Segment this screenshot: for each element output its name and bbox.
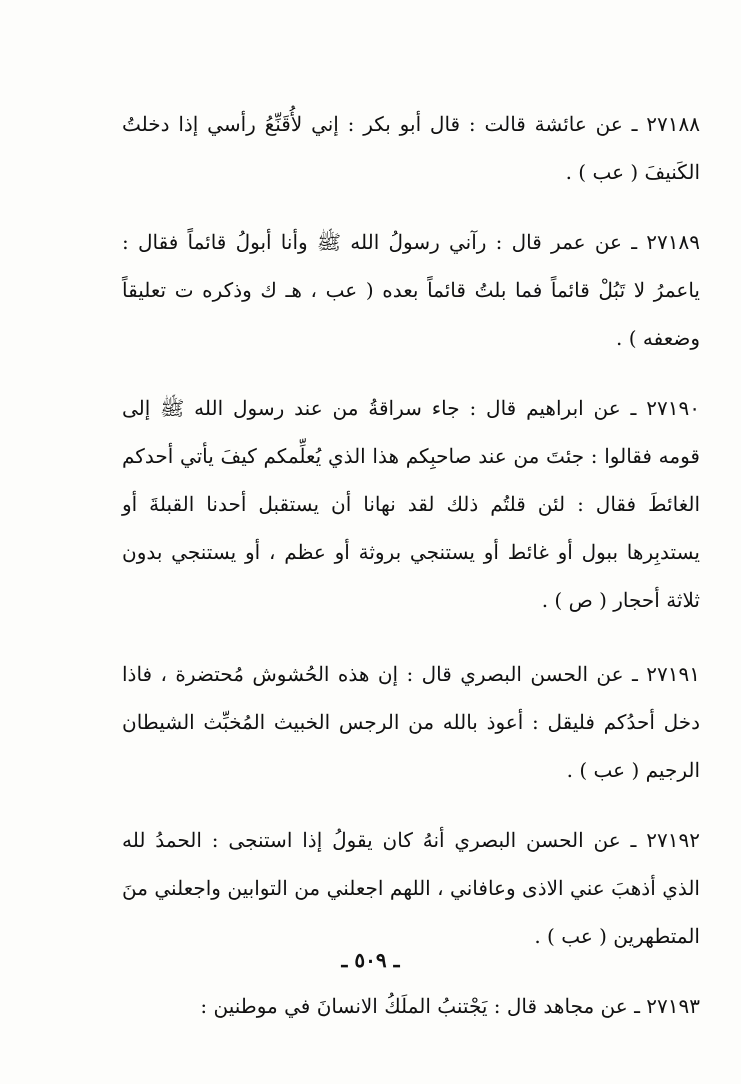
hadith-entry-27192: ٢٧١٩٢ ـ عن الحسن البصري أنهُ كان يقولُ إذا استنجى : الحمدُ لله الذي أذهبَ عني الاذى وعافاني ، اللهم اجعلني من التوابين واجعلني منَ المتطهرين ( عب ) . — [122, 828, 700, 948]
hadith-entry-27190: ٢٧١٩٠ ـ عن ابراهيم قال : جاء سراقةُ من عند رسول الله ﷺ إلى قومه فقالوا : جئتَ من عند صاحبِكم هذا الذي يُعلِّمكم كيفَ يأتي أحدكم الغائطَ فقال : لئن قلتُم ذلك لقد نهانا أن يستقبل أحدنا القبلةَ أو يستدبِرها ببول أو غائط أو يستنجي بروثة أو عظم ، أو يستنجي بدون ثلاثة أحجار ( ص ) . — [122, 396, 700, 612]
hadith-entry-27193: ٢٧١٩٣ ـ عن مجاهد قال : يَجْتنبُ الملَكُ الانسانَ في موطنين : — [200, 994, 700, 1018]
page-number: ـ ٥٠٩ ـ — [341, 948, 400, 972]
hadith-text-block — [122, 100, 700, 1052]
hadith-entry-27189: ٢٧١٨٩ ـ عن عمر قال : رآني رسولُ الله ﷺ وأنا أبولُ قائماً فقال : ياعمرُ لا تَبُلْ قائماً فما بلتُ قائماً بعده ( عب ، هـ ك وذكره ت تعليقاً وضعفه ) . — [122, 230, 700, 350]
hadith-entry-27188: ٢٧١٨٨ ـ عن عائشة قالت : قال أبو بكر : إني لأُقَنِّعُ رأسي إذا دخلتُ الكَنيفَ ( عب ) . — [122, 112, 700, 184]
hadith-entry-27191: ٢٧١٩١ ـ عن الحسن البصري قال : إن هذه الحُشوش مُحتضرة ، فاذا دخل أحدُكم فليقل : أعوذ بالله من الرجس الخبيث المُخبِّث الشيطان الرجيم ( عب ) . — [122, 662, 700, 782]
